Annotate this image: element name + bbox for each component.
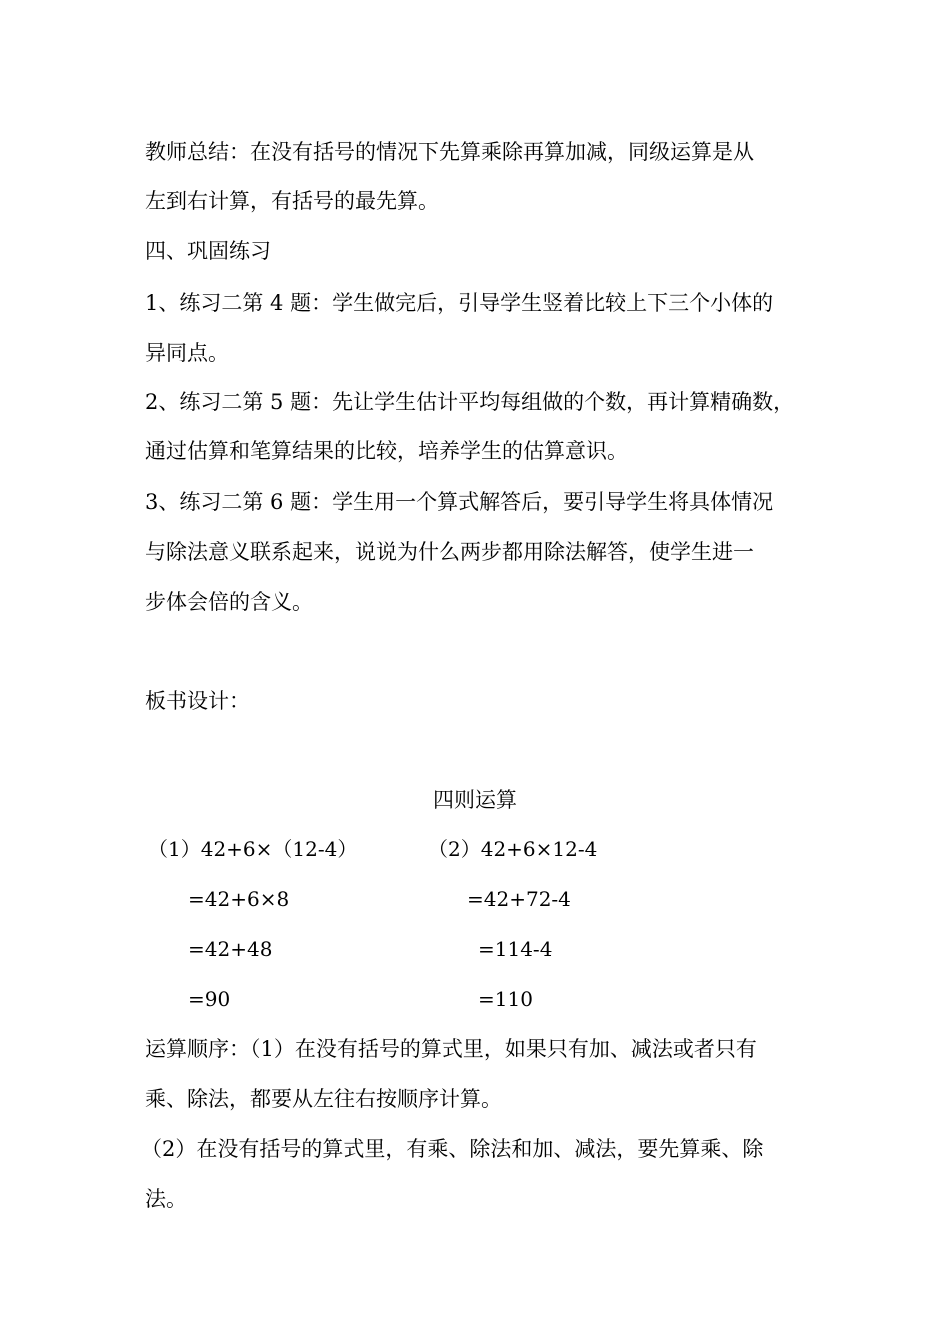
exercise-2-line-2: 通过估算和笔算结果的比较，培养学生的估算意识。 xyxy=(145,439,628,463)
right-expression: （2）42+6×12-4 xyxy=(428,837,598,861)
exercise-2-line-1: 2、练习二第 5 题：先让学生估计平均每组做的个数，再计算精确数， xyxy=(145,390,795,414)
board-title: 四则运算 xyxy=(433,788,517,812)
exercise-1-line-2: 异同点。 xyxy=(145,341,229,365)
exercise-1-line-1: 1、练习二第 4 题：学生做完后，引导学生竖着比较上下三个小体的 xyxy=(145,291,774,315)
summary-line-2: 左到右计算，有括号的最先算。 xyxy=(145,189,439,213)
left-step-1: =42+6×8 xyxy=(188,887,290,911)
section-heading: 四、巩固练习 xyxy=(145,239,271,263)
order-line-3: （2）在没有括号的算式里，有乘、除法和加、减法，要先算乘、除 xyxy=(141,1137,764,1161)
left-expression: （1）42+6×（12-4） xyxy=(148,837,358,861)
summary-line-1: 教师总结：在没有括号的情况下先算乘除再算加减，同级运算是从 xyxy=(145,140,754,164)
left-step-2: =42+48 xyxy=(188,937,273,961)
exercise-3-line-3: 步体会倍的含义。 xyxy=(145,590,313,614)
left-step-3: =90 xyxy=(188,987,231,1011)
order-line-1: 运算顺序：（1）在没有括号的算式里，如果只有加、减法或者只有 xyxy=(145,1037,757,1061)
exercise-3-line-1: 3、练习二第 6 题：学生用一个算式解答后，要引导学生将具体情况 xyxy=(145,490,774,514)
right-step-2: =114-4 xyxy=(478,937,553,961)
order-line-2: 乘、除法，都要从左往右按顺序计算。 xyxy=(145,1087,502,1111)
board-design-heading: 板书设计： xyxy=(145,689,250,713)
right-step-1: =42+72-4 xyxy=(467,887,571,911)
exercise-3-line-2: 与除法意义联系起来，说说为什么两步都用除法解答，使学生进一 xyxy=(145,540,754,564)
right-step-3: =110 xyxy=(478,987,533,1011)
order-line-4: 法。 xyxy=(145,1187,187,1211)
